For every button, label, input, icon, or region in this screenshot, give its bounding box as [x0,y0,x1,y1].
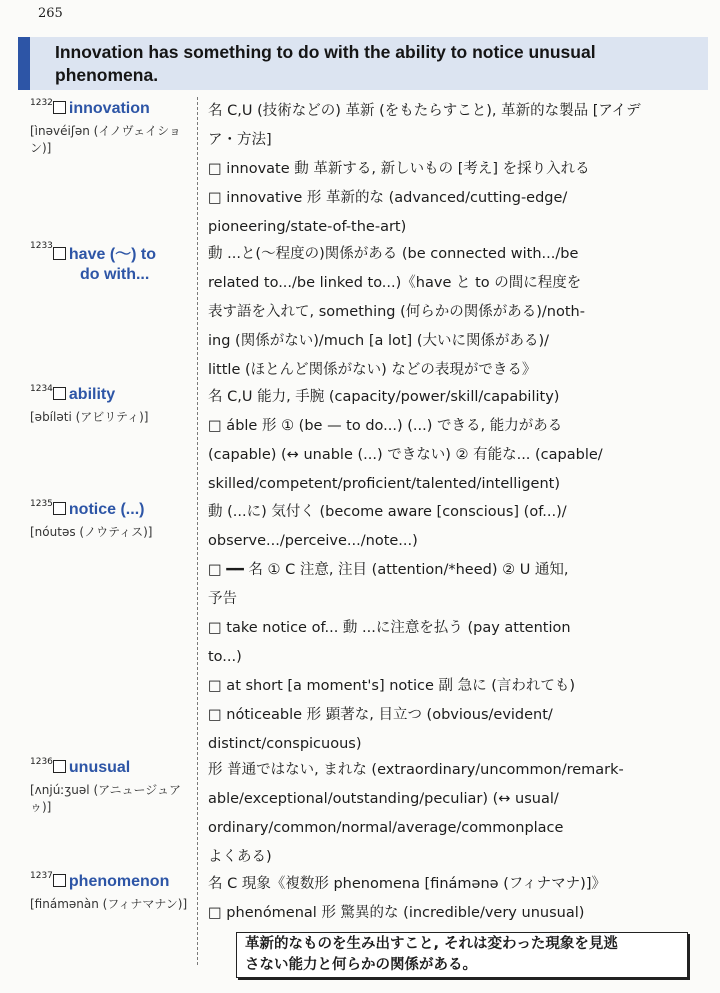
column-divider [197,97,198,965]
headword: notice (...) [68,501,145,518]
headword-continued: do with... [80,266,150,283]
definition-line: (capable) (↔ unable (...) できない) ② 有能な... (capable/ [208,447,603,463]
entry-number: 1235 [30,499,53,509]
definition-line: □ innovate 動 革新する, 新しいもの [考え] を採り入れる [208,161,590,177]
headword: innovation [68,100,150,117]
definition-line: 形 普通ではない, まれな (extraordinary/uncommon/remark- [208,762,624,778]
entry-number: 1236 [30,757,53,767]
definition-line: □ áble 形 ① (be — to do...) (...) できる, 能力がある [208,418,563,434]
definition-line: little (ほとんど関係がない) などの表現ができる》 [208,362,537,378]
definition-line: able/exceptional/outstanding/peculiar) (↔ usual/ [208,791,559,807]
page-number: 265 [38,6,63,21]
definition-line: to...) [208,649,242,665]
definition-line: □ ━━ 名 ① C 注意, 注目 (attention/*heed) ② U 通知, [208,562,569,578]
definition-line: □ at short [a moment's] notice 副 急に (言われても) [208,678,576,694]
definition-line: pioneering/state-of-the-art) [208,219,407,235]
checkbox-icon[interactable] [53,874,66,887]
pronunciation: [əbíləti (アビリティ)] [30,410,149,424]
entry-number: 1237 [30,871,53,881]
entry-number: 1233 [30,241,53,251]
pronunciation: [finámənàn (フィナマナン)] [30,897,188,911]
checkbox-icon[interactable] [53,387,66,400]
definition-line: □ innovative 形 革新的な (advanced/cutting-edge/ [208,190,568,206]
checkbox-icon[interactable] [53,760,66,773]
definition-line: ing (関係がない)/much [a lot] (大いに関係がある)/ [208,333,550,349]
pronunciation: [nóutəs (ノウティス)] [30,525,153,539]
definition-line: observe.../perceive.../note...) [208,533,418,549]
entry-number: 1232 [30,98,53,108]
headword: have (〜) to [68,246,157,263]
definition-line: □ take notice of... 動 ...に注意を払う (pay attention [208,620,571,636]
definition-line: □ nóticeable 形 顕著な, 目立つ (obvious/evident/ [208,707,553,723]
definition-line: distinct/conspicuous) [208,736,362,752]
definition-line: ordinary/common/normal/average/commonplace [208,820,564,836]
definition-line: 動 ...と(〜程度の)関係がある (be connected with.../be [208,246,579,262]
definition-line: skilled/competent/proficient/talented/intelligent) [208,476,561,492]
definition-line: 動 (...に) 気付く (become aware [conscious] (of...)/ [208,504,567,520]
definition-line: よくある) [208,849,272,865]
headword: ability [68,386,116,403]
definition-line: □ phenómenal 形 驚異的な (incredible/very unusual) [208,905,585,921]
headword: unusual [68,759,131,776]
entry-number: 1234 [30,384,53,394]
definition-line: 予告 [208,591,237,607]
pronunciation: [ìnəvéiʃən (イノヴェイション)] [30,124,181,155]
definition-line: 名 C,U (技術などの) 革新 (をもたらすこと), 革新的な製品 [アイデ [208,103,641,119]
key-sentence: Innovation has something to do with the ability to notice unusual phenomena. [18,37,708,90]
definition-line: 名 C,U 能力, 手腕 (capacity/power/skill/capability) [208,389,560,405]
pronunciation: [ʌnjúːʒuəl (アニュージュアゥ)] [30,783,182,814]
definition-line: 表す語を入れて, something (何らかの関係がある)/noth- [208,304,585,320]
checkbox-icon[interactable] [53,247,66,260]
checkbox-icon[interactable] [53,101,66,114]
translation-line: さない能力と何らかの関係がある。 [245,957,477,973]
definition-line: related to.../be linked to...)《have と to の間に程度を [208,275,582,291]
translation-note [236,932,688,978]
definition-line: ア・方法] [208,132,272,148]
checkbox-icon[interactable] [53,502,66,515]
definition-line: 名 C 現象《複数形 phenomena [finámənə (フィナマナ)]》 [208,876,606,892]
translation-line: 革新的なものを生み出すこと, それは変わった現象を見逃 [245,936,618,952]
headword: phenomenon [68,873,170,890]
